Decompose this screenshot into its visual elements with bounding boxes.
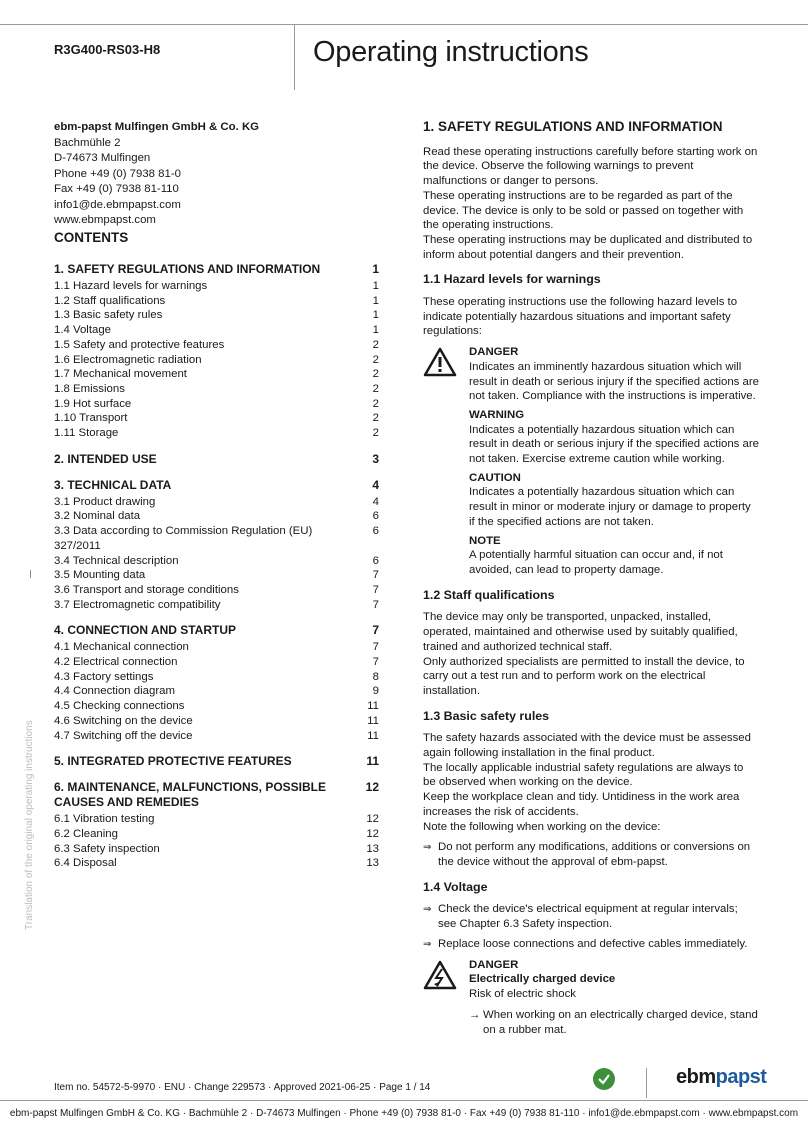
intro-para	[423, 145, 759, 263]
toc-entry[interactable]	[54, 353, 379, 368]
toc-page-number: 1	[372, 309, 379, 322]
rules-text: The locally applicable industrial safety regulations are always to be observed when working on the device.	[423, 761, 744, 789]
toc-page-number: 11	[367, 714, 379, 727]
toc-entry[interactable]	[54, 411, 379, 426]
double-arrow-icon: ⇒	[423, 904, 432, 916]
toc-page-number: 2	[372, 427, 379, 440]
footer-item-info: Item no. 54572-5-9970 · ENU · Change 229573 · Approved 2021-06-25 · Page 1 / 14	[54, 1082, 431, 1093]
green-tech-badge-icon	[593, 1068, 615, 1090]
section-1-4-heading: 1.4 Voltage	[423, 879, 488, 894]
toc-page-number: 2	[372, 338, 379, 351]
rules-text: The safety hazards associated with the device must be assessed again following installation in the final product.	[423, 732, 751, 760]
toc-entry-title: 6.4 Disposal	[54, 857, 117, 870]
toc-page-number: 2	[372, 353, 379, 366]
toc-page-number: 11	[367, 729, 379, 742]
toc-entry-title: 4.1 Mechanical connection	[54, 641, 189, 654]
toc-entry[interactable]	[54, 670, 379, 685]
toc-page-number: 7	[372, 598, 379, 611]
rules-text: Note the following when working on the device:	[423, 820, 661, 833]
section-1-2-heading: 1.2 Staff qualifications	[423, 587, 555, 602]
intro-text: Read these operating instructions carefully before starting work on the device. Observe the following warnings to prevent malfunctions or danger to persons.	[423, 145, 758, 188]
toc-entry-title: 1.9 Hot surface	[54, 397, 132, 410]
toc-entry[interactable]	[54, 554, 379, 569]
list-item	[423, 902, 759, 931]
toc-page-number: 6	[372, 554, 379, 567]
address-line: Bachmühle 2	[54, 136, 121, 149]
toc-page-number: 12	[366, 827, 379, 840]
toc-entry-title: 6.1 Vibration testing	[54, 813, 155, 826]
note-label: NOTE	[469, 534, 501, 547]
footer-logo-separator	[646, 1068, 647, 1098]
list-item	[469, 1008, 759, 1037]
toc-section-title: 4. CONNECTION AND STARTUP	[54, 623, 237, 638]
toc-section	[54, 452, 379, 467]
toc-entry-title: 1.2 Staff qualifications	[54, 294, 166, 307]
toc-section-heading[interactable]	[54, 478, 379, 493]
toc-page-number: 1	[372, 280, 379, 292]
section-1-1-heading: 1.1 Hazard levels for warnings	[423, 272, 601, 287]
table-of-contents	[54, 262, 379, 871]
toc-entry-title: 3.3 Data according to Commission Regulation (EU) 327/2011	[54, 525, 313, 552]
toc-entry-title: 4.2 Electrical connection	[54, 656, 178, 669]
toc-section-title: 1. SAFETY REGULATIONS AND INFORMATION	[54, 262, 321, 276]
toc-entry[interactable]	[54, 426, 379, 441]
section-1-3-heading: 1.3 Basic safety rules	[423, 708, 550, 723]
staff-text: The device may only be transported, unpacked, installed, operated, maintained and otherwise used by suitably qualified, trained and authorized technical staff.	[423, 611, 738, 653]
warning-text: Indicates a potentially hazardous situation which can result in death or serious injury if the specified actions are not taken. Exercise extreme caution while working.	[469, 423, 759, 466]
toc-entry-title: 4.5 Checking connections	[54, 700, 185, 713]
double-arrow-icon: ⇒	[423, 938, 432, 950]
toc-entry-title: 3.7 Electromagnetic compatibility	[54, 598, 221, 611]
toc-page-number: 7	[372, 623, 379, 638]
toc-entry-title: 4.4 Connection diagram	[54, 685, 175, 698]
danger-title: Electrically charged device	[469, 973, 616, 986]
fax: Fax +49 (0) 7938 81-110	[54, 183, 179, 195]
footer-address: ebm-papst Mulfingen GmbH & Co. KG · Bachmühle 2 · D-74673 Mulfingen · Phone +49 (0) 7938 81-0 · Fax +49 (0) 7938 81-110 · info1@de.ebmpapst.com · www.ebmpapst.com	[9, 1108, 799, 1119]
toc-page-number: 9	[372, 685, 379, 698]
toc-entry-title: 1.7 Mechanical movement	[54, 368, 187, 381]
toc-section-heading[interactable]	[54, 780, 379, 810]
toc-entry-title: 3.4 Technical description	[54, 554, 179, 567]
action-text: When working on an electrically charged device, stand on a rubber mat.	[483, 1008, 758, 1036]
danger-label: DANGER	[469, 346, 519, 359]
address-line: D-74673 Mulfingen	[54, 152, 151, 164]
danger-risk: Risk of electric shock	[469, 988, 576, 1001]
toc-entry-title: 4.3 Factory settings	[54, 670, 154, 683]
toc-entry[interactable]	[54, 729, 379, 744]
toc-entry-title: 6.3 Safety inspection	[54, 842, 160, 855]
toc-page-number: 3	[372, 451, 379, 466]
toc-page-number: 7	[372, 569, 379, 582]
toc-entry[interactable]	[54, 827, 379, 842]
toc-section-title: 6. MAINTENANCE, MALFUNCTIONS, POSSIBLE CAUSES AND REMEDIES	[54, 780, 327, 810]
toc-section	[54, 780, 379, 871]
website-link[interactable]: www.ebmpapst.com	[54, 214, 156, 226]
hazard-intro: These operating instructions use the following hazard levels to indicate potentially hazardous situations and important safety regulations:	[423, 296, 738, 338]
toc-page-number: 13	[366, 842, 379, 855]
safety-rules-para	[423, 731, 759, 834]
toc-section-heading[interactable]	[54, 623, 379, 638]
toc-entry-title: 4.7 Switching off the device	[54, 729, 193, 742]
list-item	[423, 937, 759, 952]
toc-entry-title: 1.8 Emissions	[54, 382, 125, 395]
voltage-danger-box	[423, 958, 759, 1038]
toc-entry[interactable]	[54, 323, 379, 338]
main-content	[423, 120, 759, 1043]
toc-page-number: 2	[372, 412, 379, 425]
toc-entry[interactable]	[54, 397, 379, 412]
toc-entry[interactable]	[54, 308, 379, 323]
toc-entry-title: 4.6 Switching on the device	[54, 714, 193, 727]
toc-entry[interactable]	[54, 842, 379, 857]
toc-section	[54, 754, 379, 769]
warning-label: WARNING	[469, 408, 525, 421]
danger-text: Indicates an imminently hazardous situation which will result in death or serious injury if the specified actions are not taken. Compliance with the instructions is imperative.	[469, 360, 759, 403]
toc-page-number: 11	[366, 754, 379, 769]
email-link[interactable]: info1@de.ebmpapst.com	[54, 198, 181, 211]
toc-entry[interactable]	[54, 279, 379, 294]
section-1-heading: 1. SAFETY REGULATIONS AND INFORMATION	[423, 119, 723, 134]
toc-page-number: 4	[372, 495, 379, 508]
toc-entry-title: 3.5 Mounting data	[54, 569, 146, 582]
toc-page-number: 8	[372, 670, 379, 683]
header-separator	[294, 24, 295, 90]
toc-section-title: 5. INTEGRATED PROTECTIVE FEATURES	[54, 754, 292, 769]
toc-entry[interactable]	[54, 495, 379, 510]
toc-section-heading[interactable]	[54, 262, 379, 277]
toc-entry[interactable]	[54, 812, 379, 827]
toc-entry[interactable]	[54, 856, 379, 871]
toc-entry-title: 1.1 Hazard levels for warnings	[54, 280, 208, 292]
toc-entry[interactable]	[54, 294, 379, 309]
toc-entry[interactable]	[54, 338, 379, 353]
bullet-text: Check the device's electrical equipment at regular intervals; see Chapter 6.3 Safety inspection.	[438, 903, 738, 931]
toc-entry[interactable]	[54, 655, 379, 670]
double-arrow-icon: ⇒	[423, 842, 432, 854]
arrow-right-icon: →	[469, 1008, 481, 1021]
toc-entry[interactable]	[54, 583, 379, 598]
contents-heading: CONTENTS	[54, 230, 129, 245]
logo-part: papst	[715, 1066, 767, 1088]
intro-text: These operating instructions may be duplicated and distributed to inform about potential dangers and their prevention.	[423, 233, 753, 261]
toc-entry-title: 1.3 Basic safety rules	[54, 309, 163, 322]
margin-tick	[30, 570, 31, 578]
footer-rule	[0, 1100, 808, 1101]
toc-entry-title: 3.6 Transport and storage conditions	[54, 583, 239, 596]
document-title: Operating instructions	[313, 36, 589, 68]
electrical-hazard-icon	[423, 960, 457, 990]
toc-entry[interactable]	[54, 509, 379, 524]
phone: Phone +49 (0) 7938 81-0	[54, 167, 181, 180]
toc-page-number: 2	[372, 368, 379, 381]
company-name: ebm-papst Mulfingen GmbH & Co. KG	[54, 121, 260, 133]
toc-page-number: 13	[366, 857, 379, 870]
toc-entry-title: 3.1 Product drawing	[54, 495, 156, 508]
toc-page-number: 12	[366, 813, 379, 826]
caution-label: CAUTION	[469, 471, 521, 484]
intro-text: These operating instructions are to be regarded as part of the device. The device is only to be sold or passed on together with the operating instructions.	[423, 189, 744, 232]
model-number: R3G400-RS03-H8	[54, 42, 161, 57]
warning-triangle-icon	[423, 347, 457, 377]
hazard-levels	[423, 345, 759, 578]
toc-section-heading[interactable]	[54, 754, 379, 769]
toc-entry[interactable]	[54, 524, 379, 553]
toc-entry-title: 1.6 Electromagnetic radiation	[54, 353, 202, 366]
toc-entry[interactable]	[54, 598, 379, 613]
danger-label: DANGER	[469, 958, 519, 971]
toc-entry-title: 1.5 Safety and protective features	[54, 338, 225, 351]
toc-section-title: 3. TECHNICAL DATA	[54, 477, 172, 492]
staff-para	[423, 610, 759, 698]
logo-part: ebm	[676, 1066, 716, 1088]
toc-section	[54, 623, 379, 743]
list-item	[423, 840, 759, 869]
toc-entry-title: 1.10 Transport	[54, 412, 128, 425]
bullet-text: Do not perform any modifications, additions or conversions on the device without the approval of ebm-papst.	[438, 841, 751, 868]
bullet-text: Replace loose connections and defective cables immediately.	[438, 937, 748, 950]
toc-page-number: 7	[372, 656, 379, 669]
toc-section-title: 2. INTENDED USE	[54, 451, 157, 466]
toc-entry-title: 6.2 Cleaning	[54, 827, 118, 840]
toc-page-number: 4	[372, 477, 379, 492]
toc-entry-title: 3.2 Nominal data	[54, 510, 141, 523]
toc-section	[54, 478, 379, 613]
caution-text: Indicates a potentially hazardous situation which can result in minor or moderate injury or damage to property if the specified actions are not taken.	[469, 486, 751, 528]
toc-page-number: 6	[372, 510, 379, 523]
toc-entry-title: 1.4 Voltage	[54, 324, 112, 337]
toc-entry[interactable]	[54, 382, 379, 397]
toc-page-number: 7	[372, 641, 379, 654]
staff-text: Only authorized specialists are permitted to install the device, to carry out a test run and to perform work on the electrical installation.	[423, 655, 745, 697]
toc-page-number: 1	[372, 324, 379, 337]
toc-page-number: 1	[372, 294, 379, 307]
toc-page-number: 1	[372, 262, 379, 276]
toc-entry[interactable]	[54, 367, 379, 382]
note-text: A potentially harmful situation can occur and, if not avoided, can lead to property damage.	[469, 549, 723, 576]
toc-page-number: 2	[372, 397, 379, 410]
toc-entry[interactable]	[54, 714, 379, 729]
toc-page-number: 6	[372, 525, 379, 538]
ebmpapst-logo	[676, 1066, 766, 1089]
company-address	[54, 120, 354, 229]
toc-page-number: 11	[367, 700, 379, 713]
header-top-rule	[0, 24, 808, 25]
rules-text: Keep the workplace clean and tidy. Untidiness in the work area increases the risk of accidents.	[423, 791, 740, 818]
toc-page-number: 12	[365, 780, 379, 795]
toc-entry-title: 1.11 Storage	[54, 427, 119, 440]
toc-entry[interactable]	[54, 568, 379, 583]
toc-section	[54, 262, 379, 441]
toc-section-heading[interactable]	[54, 452, 379, 467]
translation-note: Translation of the original operating instructions	[24, 720, 35, 930]
toc-entry[interactable]	[54, 640, 379, 655]
toc-entry[interactable]	[54, 699, 379, 714]
toc-page-number: 7	[372, 583, 379, 596]
toc-entry[interactable]	[54, 684, 379, 699]
toc-page-number: 2	[372, 382, 379, 395]
